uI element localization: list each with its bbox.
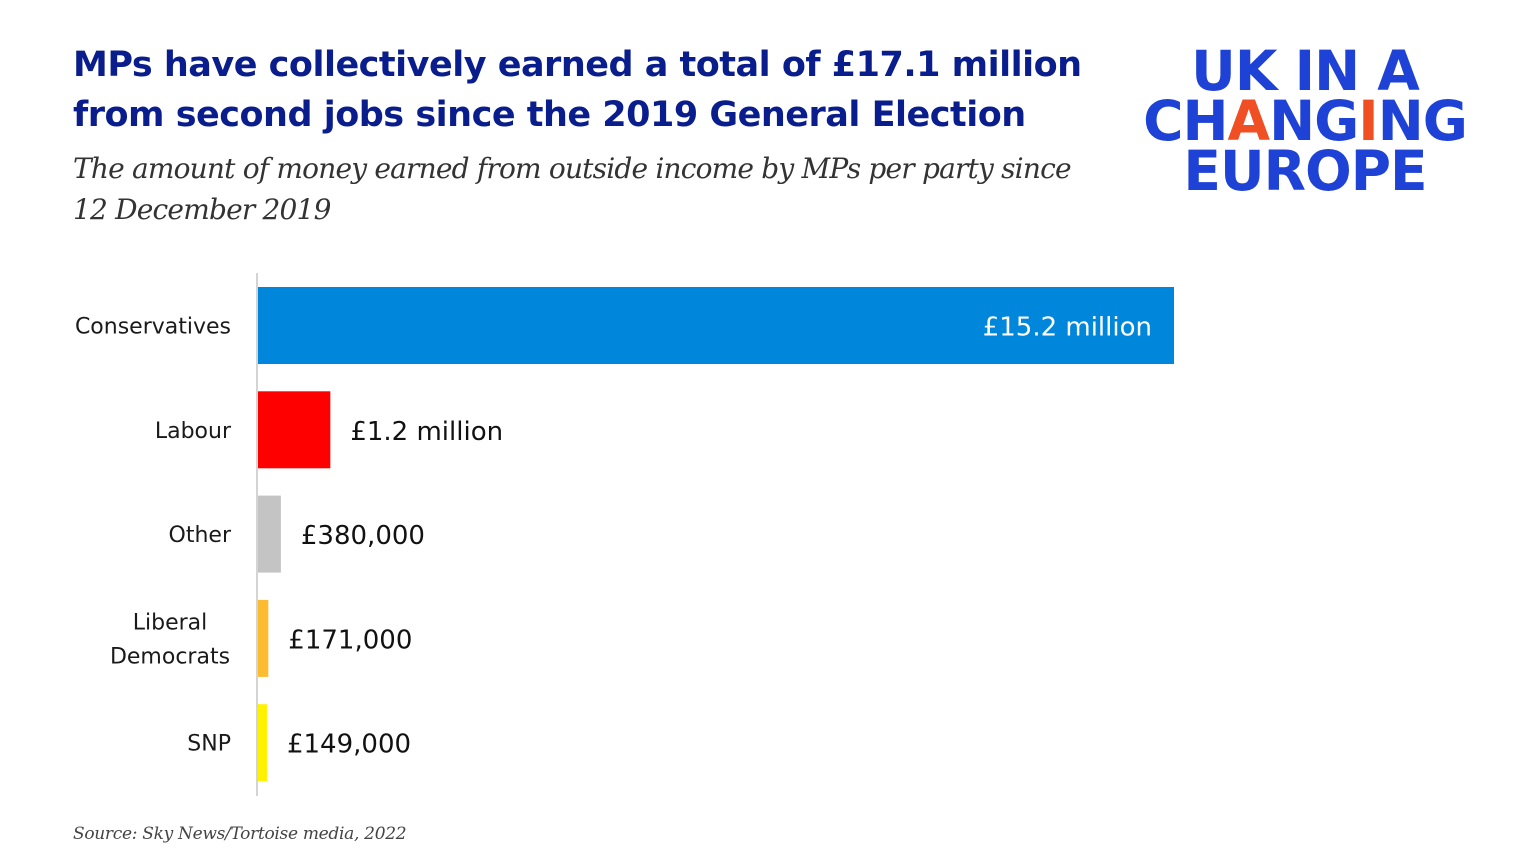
chart-subtitle: The amount of money earned from outside income by MPs per party since 12 December 2019 (73, 152, 1071, 226)
chart-source: Source: Sky News/Tortoise media, 2022 (73, 824, 407, 844)
data-label-1: £1.2 million (350, 416, 504, 447)
bar-1 (258, 391, 330, 468)
category-label-0: Conservatives (74, 314, 231, 340)
chart-title: MPs have collectively earned a total of £17.1 million from second jobs since the 2019 General Election (73, 45, 1082, 135)
bar-2 (258, 496, 281, 573)
data-label-2: £380,000 (300, 521, 425, 552)
data-label-4: £149,000 (286, 729, 412, 760)
data-label-0: £15.2 million (982, 312, 1152, 343)
category-label-2: Other (168, 523, 231, 549)
logo-line-2: CHANGING (1143, 89, 1467, 153)
logo-line-1: UK IN A (1191, 39, 1419, 103)
logo-line-3: EUROPE (1183, 139, 1427, 203)
category-label-3: Liberal Democrats (109, 610, 231, 670)
category-label-4: SNP (187, 731, 231, 757)
category-label-1: Labour (154, 418, 231, 444)
bar-4 (258, 704, 267, 781)
data-label-3: £171,000 (288, 625, 413, 656)
bar-3 (258, 600, 268, 677)
